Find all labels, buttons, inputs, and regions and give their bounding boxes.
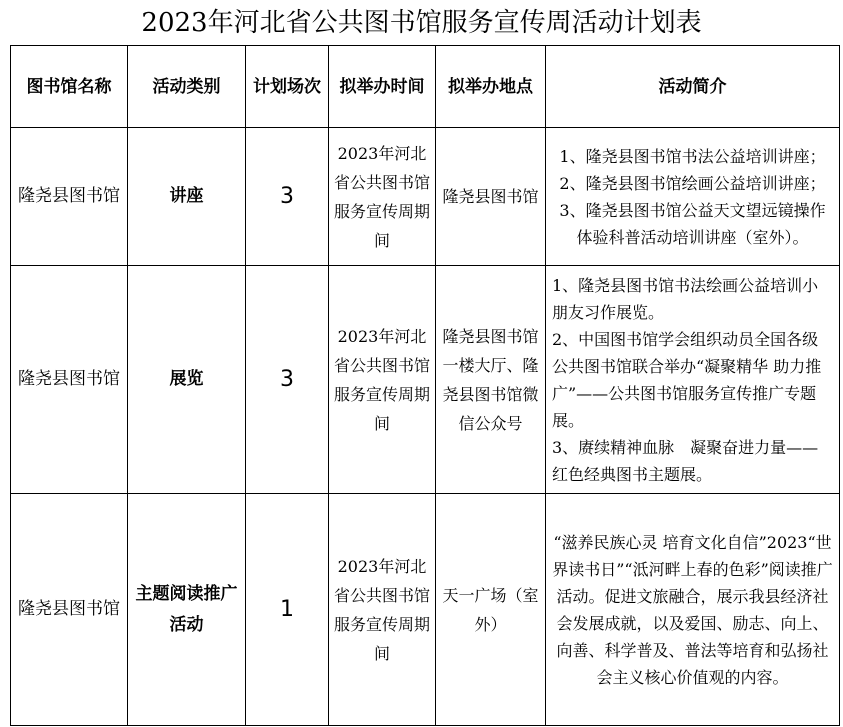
time-cell: 2023年河北省公共图书馆服务宣传周期间 (329, 128, 436, 266)
header-planned-location: 拟举办地点 (436, 46, 546, 128)
summary-cell (546, 266, 840, 494)
summary-line: 2、中国图书馆学会组织动员全国各级公共图书馆联合举办“凝聚精华 助力推广”——公共图书馆服务宣传推广专题展。 (552, 329, 822, 430)
library-name-cell: 隆尧县图书馆 (11, 494, 128, 726)
library-name-cell: 隆尧县图书馆 (11, 266, 128, 494)
summary-line: 3、赓续精神血脉 凝聚奋进力量——红色经典图书主题展。 (552, 437, 819, 484)
header-activity-type: 活动类别 (128, 46, 246, 128)
summary-line: 1、隆尧县图书馆书法公益培训讲座；2、隆尧县图书馆绘画公益培训讲座；3、隆尧县图书馆公益天文望远镜操作体验科普活动培训讲座（室外）。 (559, 146, 826, 247)
activity-type-cell: 主题阅读推广活动 (128, 494, 246, 726)
header-planned-sessions: 计划场次 (246, 46, 329, 128)
page-title: 2023年河北省公共图书馆服务宣传周活动计划表 (141, 8, 702, 38)
header-activity-summary: 活动简介 (546, 46, 840, 128)
location-cell: 隆尧县图书馆 (436, 128, 546, 266)
summary-cell (546, 494, 840, 726)
header-library-name: 图书馆名称 (11, 46, 128, 128)
summary-cell (546, 128, 840, 266)
location-cell: 天一广场（室外） (436, 494, 546, 726)
sessions-cell: 1 (246, 494, 329, 726)
sessions-cell: 3 (246, 128, 329, 266)
activity-type-cell: 展览 (128, 266, 246, 494)
summary-line: “滋养民族心灵 培育文化自信”2023“世界读书日”“泜河畔上春的色彩”阅读推广活动。促进文旅融合，展示我县经济社会发展成就，以及爱国、励志、向上、向善、科学普及、普法等培育和弘扬社会主义核心价值观的内容。 (552, 532, 833, 687)
sessions-cell: 3 (246, 266, 329, 494)
time-cell: 2023年河北省公共图书馆服务宣传周期间 (329, 494, 436, 726)
activity-plan-table (10, 45, 840, 726)
table-row (11, 494, 840, 726)
library-name-cell: 隆尧县图书馆 (11, 128, 128, 266)
header-row (11, 46, 840, 128)
time-cell: 2023年河北省公共图书馆服务宣传周期间 (329, 266, 436, 494)
activity-type-cell: 讲座 (128, 128, 246, 266)
location-cell: 隆尧县图书馆一楼大厅、隆尧县图书馆微信公众号 (436, 266, 546, 494)
table-row (11, 128, 840, 266)
header-planned-time: 拟举办时间 (329, 46, 436, 128)
table-row (11, 266, 840, 494)
summary-line: 1、隆尧县图书馆书法绘画公益培训小朋友习作展览。 (552, 275, 819, 322)
